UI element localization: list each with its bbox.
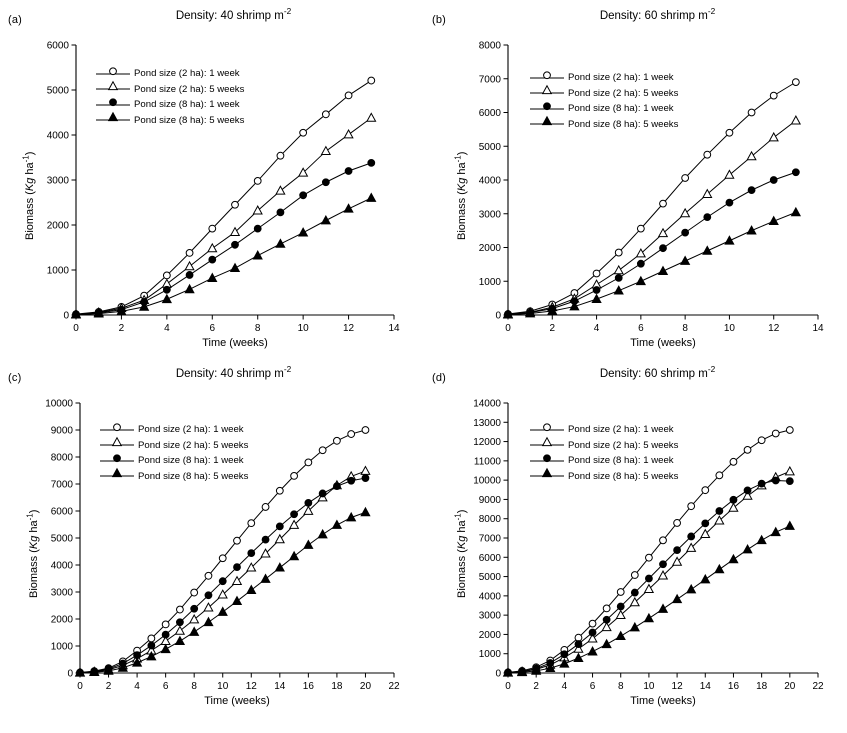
x-axis-label: Time (weeks) xyxy=(204,695,270,707)
legend-item xyxy=(100,422,248,438)
svg-text:13000: 13000 xyxy=(473,417,501,429)
legend-symbol-circle-filled-icon xyxy=(530,455,564,467)
svg-text:14: 14 xyxy=(699,681,711,692)
legend-label: Pond size (2 ha): 5 weeks xyxy=(568,439,679,451)
y-axis-label: Biomass (Kg $ha^{-1}$) xyxy=(21,151,36,240)
chart-legend xyxy=(530,70,678,132)
legend-label: Pond size (8 ha): 1 week xyxy=(568,103,674,114)
svg-text:0: 0 xyxy=(505,323,511,334)
svg-text:9000: 9000 xyxy=(478,494,501,506)
legend-symbol-triangle-filled-icon xyxy=(100,470,134,482)
svg-text:12000: 12000 xyxy=(473,437,501,449)
svg-text:3000: 3000 xyxy=(46,175,69,187)
legend-symbol-triangle-open-icon xyxy=(530,87,564,99)
svg-text:2: 2 xyxy=(105,681,112,692)
svg-text:0: 0 xyxy=(495,668,501,680)
svg-text:22: 22 xyxy=(812,681,824,692)
svg-text:14: 14 xyxy=(274,681,286,692)
svg-text:6: 6 xyxy=(162,681,169,692)
chart-panel-b xyxy=(424,0,847,357)
svg-text:18: 18 xyxy=(331,681,343,692)
svg-text:0: 0 xyxy=(67,668,73,680)
legend-item xyxy=(100,438,248,454)
y-axis-label: Biomass (Kg $ha^{-1}$) xyxy=(453,509,468,598)
svg-text:10: 10 xyxy=(217,681,229,692)
legend-item xyxy=(96,97,244,113)
legend-symbol-triangle-filled-icon xyxy=(530,118,564,130)
legend-symbol-circle-open-icon xyxy=(100,424,134,436)
svg-text:8: 8 xyxy=(191,681,197,692)
svg-text:4: 4 xyxy=(134,681,140,692)
legend-item xyxy=(96,66,244,82)
panel-title-b: Density: 60 shrimp $m^{-2}$ xyxy=(599,7,716,22)
svg-text:10: 10 xyxy=(643,681,655,692)
svg-text:10: 10 xyxy=(297,323,309,334)
svg-text:7000: 7000 xyxy=(478,74,501,86)
x-axis-label: Time (weeks) xyxy=(630,337,696,349)
legend-item xyxy=(96,113,244,129)
svg-text:12: 12 xyxy=(768,323,780,334)
y-axis-label: Biomass (Kg $ha^{-1}$) xyxy=(453,151,468,240)
svg-text:4: 4 xyxy=(593,323,600,334)
chart-legend xyxy=(96,66,244,128)
svg-text:0: 0 xyxy=(73,323,79,334)
svg-text:10000: 10000 xyxy=(473,475,501,487)
legend-symbol-circle-filled-icon xyxy=(530,103,564,115)
svg-text:4: 4 xyxy=(164,323,170,334)
svg-text:6000: 6000 xyxy=(478,552,501,564)
legend-item xyxy=(530,469,678,485)
svg-text:14: 14 xyxy=(812,323,824,334)
svg-text:11000: 11000 xyxy=(473,456,501,468)
svg-text:3000: 3000 xyxy=(478,610,501,622)
chart-panel-c xyxy=(0,358,423,715)
legend-symbol-circle-open-icon xyxy=(530,424,564,436)
panel-title-d: Density: 60 shrimp $m^{-2}$ xyxy=(599,365,716,380)
legend-label: Pond size (8 ha): 1 week xyxy=(568,455,674,466)
legend-label: Pond size (2 ha): 5 weeks xyxy=(568,87,679,99)
svg-text:9000: 9000 xyxy=(50,425,73,437)
panel-label-d: (d) xyxy=(432,372,447,384)
x-axis-label: Time (weeks) xyxy=(202,337,268,349)
svg-text:7000: 7000 xyxy=(50,479,73,491)
panel-title-c: Density: 40 shrimp $m^{-2}$ xyxy=(175,365,292,380)
svg-text:8: 8 xyxy=(254,323,261,334)
svg-text:20: 20 xyxy=(359,681,372,692)
legend-symbol-circle-filled-icon xyxy=(100,455,134,467)
legend-symbol-circle-filled-icon xyxy=(96,99,130,111)
y-axis-label: Biomass (Kg $ha^{-1}$) xyxy=(25,509,40,598)
svg-text:6000: 6000 xyxy=(46,40,69,52)
legend-label: Pond size (2 ha): 5 weeks xyxy=(134,83,245,95)
svg-text:1000: 1000 xyxy=(50,641,73,653)
svg-text:1000: 1000 xyxy=(478,649,501,661)
svg-text:18: 18 xyxy=(756,681,768,692)
legend-symbol-triangle-filled-icon xyxy=(96,114,130,126)
svg-text:8: 8 xyxy=(682,323,688,334)
svg-text:8000: 8000 xyxy=(50,452,73,464)
legend-item xyxy=(96,82,244,98)
svg-text:10: 10 xyxy=(723,323,735,334)
legend-label: Pond size (2 ha): 1 week xyxy=(134,68,240,79)
chart-legend xyxy=(100,422,248,484)
svg-text:0: 0 xyxy=(495,310,501,322)
svg-text:5000: 5000 xyxy=(46,85,69,97)
legend-label: Pond size (8 ha): 5 weeks xyxy=(134,114,245,126)
legend-item xyxy=(530,438,678,454)
legend-item xyxy=(530,86,678,102)
svg-text:8000: 8000 xyxy=(478,40,501,52)
svg-text:8: 8 xyxy=(617,681,624,692)
svg-text:12: 12 xyxy=(343,323,355,334)
svg-text:3000: 3000 xyxy=(478,209,501,221)
svg-text:6000: 6000 xyxy=(50,506,73,518)
legend-symbol-triangle-open-icon xyxy=(100,439,134,451)
svg-text:6: 6 xyxy=(638,323,644,334)
svg-text:0: 0 xyxy=(505,681,511,692)
svg-text:2000: 2000 xyxy=(478,243,501,254)
legend-symbol-triangle-filled-icon xyxy=(530,470,564,482)
panel-title-a: Density: 40 shrimp $m^{-2}$ xyxy=(175,7,292,22)
svg-text:2000: 2000 xyxy=(46,220,69,232)
svg-text:5000: 5000 xyxy=(478,141,501,153)
svg-text:5000: 5000 xyxy=(50,533,73,545)
legend-label: Pond size (8 ha): 5 weeks xyxy=(568,470,679,482)
svg-text:16: 16 xyxy=(302,681,314,692)
legend-item xyxy=(530,453,678,469)
chart-panel-a xyxy=(0,0,423,357)
svg-text:4000: 4000 xyxy=(50,560,73,572)
legend-item xyxy=(100,469,248,485)
svg-text:5000: 5000 xyxy=(478,572,501,584)
svg-text:2000: 2000 xyxy=(478,629,501,641)
legend-label: Pond size (2 ha): 1 week xyxy=(138,424,244,435)
legend-label: Pond size (2 ha): 1 week xyxy=(568,424,674,435)
svg-text:2: 2 xyxy=(549,323,556,334)
chart-panel-d xyxy=(424,358,847,715)
svg-text:4: 4 xyxy=(561,681,568,692)
legend-item xyxy=(530,101,678,117)
legend-symbol-triangle-open-icon xyxy=(96,83,130,95)
svg-text:10000: 10000 xyxy=(45,398,73,410)
svg-text:4000: 4000 xyxy=(46,130,69,142)
svg-text:8000: 8000 xyxy=(478,514,501,526)
svg-text:1000: 1000 xyxy=(478,276,501,288)
svg-text:6: 6 xyxy=(209,323,216,334)
svg-text:4000: 4000 xyxy=(478,591,501,603)
legend-item xyxy=(100,453,248,469)
svg-text:12: 12 xyxy=(671,681,683,692)
legend-label: Pond size (8 ha): 1 week xyxy=(134,99,240,110)
legend-symbol-triangle-open-icon xyxy=(530,439,564,451)
svg-text:16: 16 xyxy=(727,681,740,692)
svg-text:14000: 14000 xyxy=(473,398,501,410)
legend-label: Pond size (8 ha): 5 weeks xyxy=(568,118,679,130)
chart-legend xyxy=(530,422,678,484)
legend-label: Pond size (8 ha): 5 weeks xyxy=(138,470,249,482)
legend-symbol-circle-open-icon xyxy=(530,72,564,84)
svg-text:7000: 7000 xyxy=(478,533,501,545)
legend-item xyxy=(530,422,678,438)
svg-text:1000: 1000 xyxy=(46,265,69,277)
svg-text:6: 6 xyxy=(589,681,596,692)
svg-text:22: 22 xyxy=(388,681,400,692)
svg-text:12: 12 xyxy=(245,681,257,692)
legend-label: Pond size (8 ha): 1 week xyxy=(138,455,244,466)
panel-label-c: (c) xyxy=(8,372,22,384)
legend-label: Pond size (2 ha): 5 weeks xyxy=(138,439,249,451)
svg-text:3000: 3000 xyxy=(50,587,73,599)
svg-text:0: 0 xyxy=(77,681,83,692)
panel-label-a: (a) xyxy=(8,14,23,26)
legend-symbol-circle-open-icon xyxy=(96,68,130,80)
svg-text:6000: 6000 xyxy=(478,108,501,119)
svg-text:0: 0 xyxy=(63,310,69,322)
x-axis-label: Time (weeks) xyxy=(630,695,696,707)
svg-text:2000: 2000 xyxy=(50,614,73,626)
svg-text:20: 20 xyxy=(784,681,796,692)
svg-text:4000: 4000 xyxy=(478,175,501,187)
svg-text:2: 2 xyxy=(533,681,539,692)
svg-text:2: 2 xyxy=(118,323,125,334)
legend-item xyxy=(530,70,678,86)
svg-text:14: 14 xyxy=(388,323,400,334)
panel-label-b: (b) xyxy=(432,14,447,26)
legend-item xyxy=(530,117,678,133)
legend-label: Pond size (2 ha): 1 week xyxy=(568,72,674,83)
